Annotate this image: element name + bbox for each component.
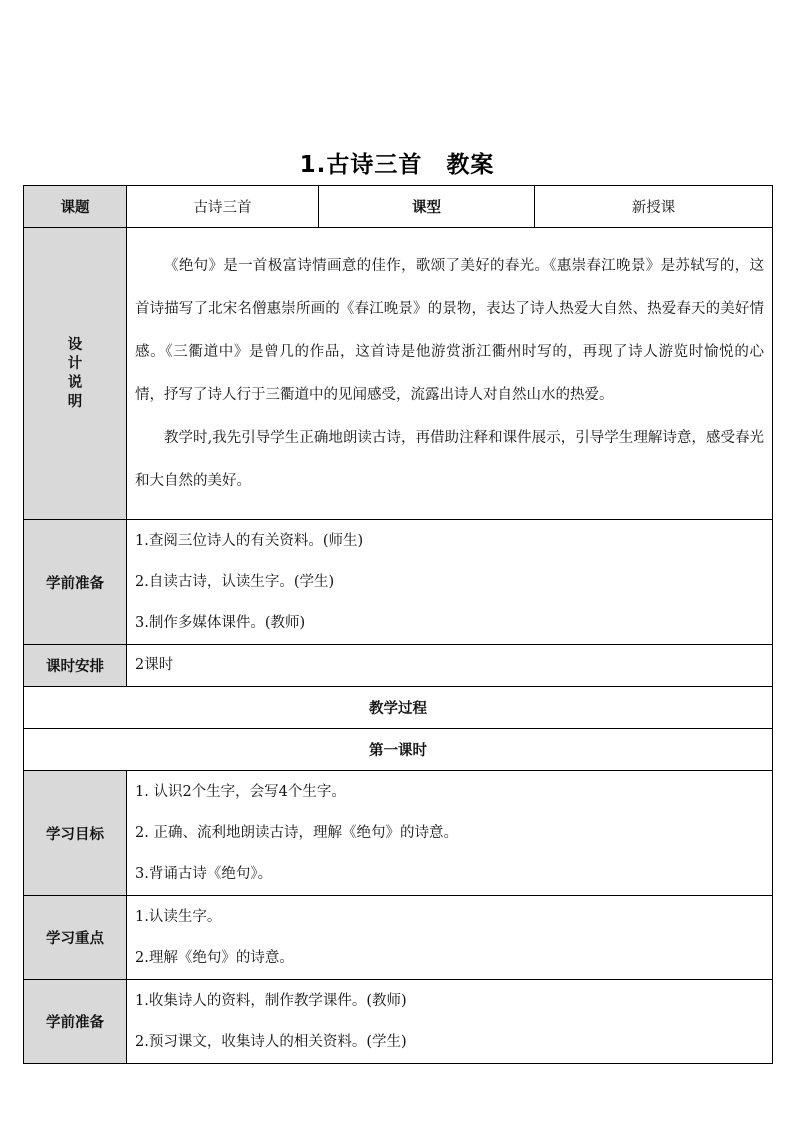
schedule-content — [127, 645, 773, 687]
header-row — [24, 186, 773, 228]
key-point-item: 2.理解《绝句》的诗意。 — [135, 949, 294, 966]
goals-content — [127, 771, 773, 896]
prep2-label: 学前准备 — [24, 980, 127, 1064]
prep-content — [127, 520, 773, 645]
lesson-plan-table — [23, 185, 773, 1064]
design-row — [24, 228, 773, 520]
design-content — [127, 228, 773, 520]
schedule-value: 2课时 — [135, 657, 174, 673]
schedule-label: 课时安排 — [24, 645, 127, 687]
goal-item: 2. 正确、流利地朗读古诗，理解《绝句》的诗意。 — [135, 824, 458, 841]
lesson1-title: 第一课时 — [24, 729, 773, 771]
design-label: 设计说明 — [67, 336, 83, 410]
schedule-row — [24, 645, 773, 687]
design-paragraph: 教学时,我先引导学生正确地朗读古诗，再借助注释和课件展示，引导学生理解诗意，感受春光和大自然的美好。 — [135, 429, 764, 489]
prep2-item: 2.预习课文，收集诗人的相关资料。(学生) — [135, 1033, 407, 1050]
key-point-item: 1.认读生字。 — [135, 908, 222, 925]
key-points-label: 学习重点 — [24, 896, 127, 980]
prep-item: 2.自读古诗，认读生字。(学生) — [135, 573, 335, 590]
goal-item: 1. 认识2个生字，会写4个生字。 — [135, 783, 346, 800]
prep-label: 学前准备 — [24, 520, 127, 645]
goals-label: 学习目标 — [24, 771, 127, 896]
goals-row — [24, 771, 773, 896]
document-title: 1.古诗三首 教案 — [299, 152, 495, 178]
prep-row — [24, 520, 773, 645]
prep2-row — [24, 980, 773, 1064]
type-label: 课型 — [319, 186, 535, 228]
key-points-row — [24, 896, 773, 980]
type-value: 新授课 — [535, 186, 773, 228]
design-paragraph: 《绝句》是一首极富诗情画意的佳作，歌颂了美好的春光。《惠崇春江晚景》是苏轼写的，这首诗描写了北宋名僧惠崇所画的《春江晚景》的景物，表达了诗人热爱大自然、热爱春天的美好情感。《三衢道中》是曾几的作品，这首诗是他游赏浙江衢州时写的，再现了诗人游览时愉悦的心情，抒写了诗人行于三衢道中的见闻感受，流露出诗人对自然山水的热爱。 — [135, 257, 764, 403]
prep2-content — [127, 980, 773, 1064]
topic-value: 古诗三首 — [127, 186, 319, 228]
goal-item: 3.背诵古诗《绝句》。 — [135, 865, 273, 882]
prep2-item: 1.收集诗人的资料，制作教学课件。(教师) — [135, 992, 407, 1009]
lesson1-title-row — [24, 729, 773, 771]
topic-label: 课题 — [24, 186, 127, 228]
process-title: 教学过程 — [24, 687, 773, 729]
key-points-content — [127, 896, 773, 980]
prep-item: 3.制作多媒体课件。(教师) — [135, 614, 306, 631]
prep-item: 1.查阅三位诗人的有关资料。(师生) — [135, 532, 364, 549]
design-label-cell — [24, 228, 127, 520]
process-title-row — [24, 687, 773, 729]
